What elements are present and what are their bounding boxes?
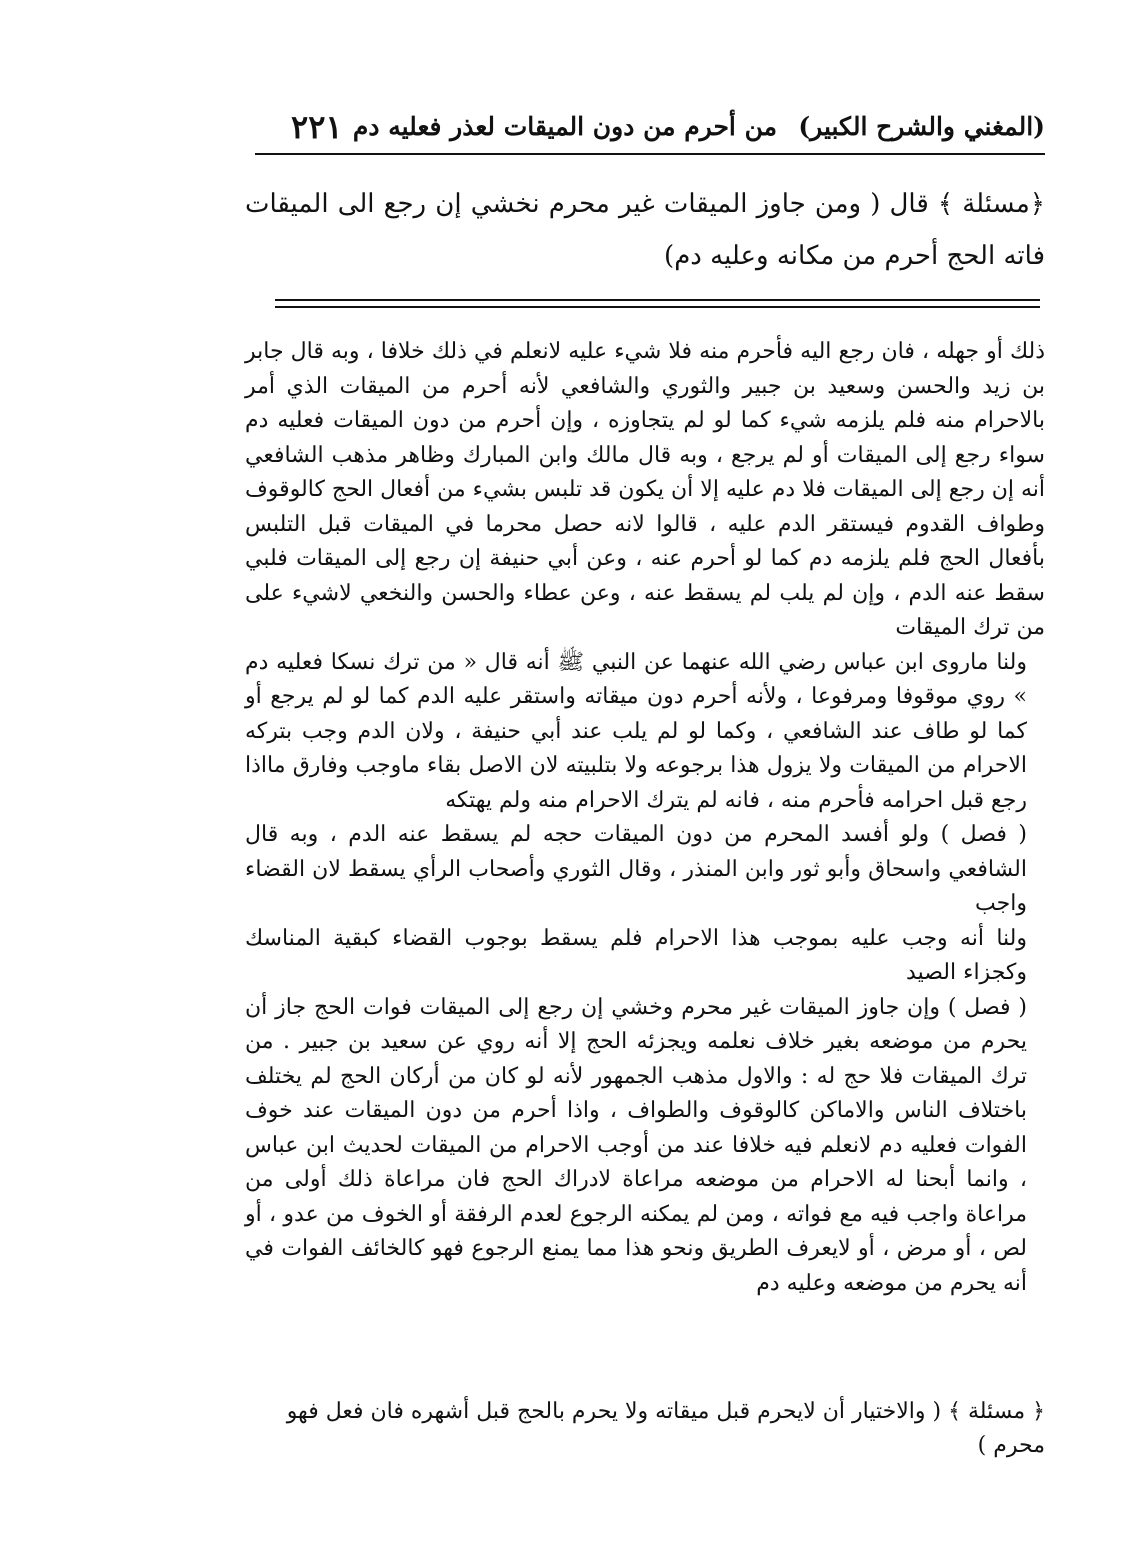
body-text — [245, 335, 1045, 1301]
section-title: من أحرم من دون الميقات لعذر فعليه دم — [352, 112, 777, 141]
page-header — [255, 108, 1045, 152]
paragraph: ولنا أنه وجب عليه بموجب هذا الاحرام فلم يسقط بوجوب القضاء كبقية المناسك وكجزاء الصيد — [245, 925, 1027, 985]
masala-text: ﴿مسئلة ﴾ قال ( ومن جاوز الميقات غير محرم نخشي إن رجع الى الميقات فاته الحج أحرم من مكانه وعليه دم) — [245, 189, 1045, 271]
book-title: (المغني والشرح الكبير) — [798, 112, 1045, 141]
paragraph: ولنا ماروى ابن عباس رضي الله عنهما عن النبي ﷺ أنه قال « من ترك نسكا فعليه دم » روي موقوفا ومرفوعا ، ولأنه أحرم دون ميقاته واستقر عليه الدم كما لو لم يرجع أو كما لو طاف عند الشافعي ، وكما لو لم يلب عند أبي حنيفة ، ولان الدم وجب بتركه الاحرام من الميقات ولا يزول هذا برجوعه ولا بتلبيته لان الاصل بقاء ماوجب وفارق مااذا رجع قبل احرامه فأحرم منه ، فانه لم يترك الاحرام منه ولم يهتكه — [245, 649, 1027, 813]
paragraph: ذلك أو جهله ، فان رجع اليه فأحرم منه فلا شيء عليه لانعلم في ذلك خلافا ، وبه قال جابر بن زيد والحسن وسعيد بن جبير والثوري والشافعي لأنه أحرم من الميقات الذي أمر بالاحرام منه فلم يلزمه شيء كما لو لم يتجاوزه ، وإن أحرم من دون الميقات فعليه دم سواء رجع إلى الميقات أو لم يرجع ، وبه قال مالك وابن المبارك وظاهر مذهب الشافعي أنه إن رجع إلى الميقات فلا دم عليه إلا أن يكون قد تلبس بشيء من أفعال الحج كالوقوف وطواف القدوم فيستقر الدم عليه ، قالوا لانه حصل محرما في الميقات قبل التلبس بأفعال الحج فلم يلزمه دم كما لو أحرم عنه ، وعن أبي حنيفة إن رجع إلى الميقات فلبي سقط عنه الدم ، وإن لم يلب لم يسقط عنه ، وعن عطاء والحسن والنخعي لاشيء على من ترك الميقات — [245, 339, 1045, 640]
paragraph: ( فصل ) وإن جاوز الميقات غير محرم وخشي إن رجع إلى الميقات فوات الحج جاز أن يحرم من موضعه بغير خلاف نعلمه ويجزئه الحج إلا أنه روي عن سعيد بن جبير . من ترك الميقات فلا حج له : والاول مذهب الجمهور لأنه لو كان من أركان الحج لم يختلف باختلاف الناس والاماكن كالوقوف والطواف ، واذا أحرم من دون الميقات عند خوف الفوات فعليه دم لانعلم فيه خلافا عند من أوجب الاحرام من الميقات لحديث ابن عباس ، وانما أبحنا له الاحرام من موضعه مراعاة لادراك الحج فان مراعاة ذلك أولى من مراعاة واجب فيه مع فواته ، ومن لم يمكنه الرجوع لعدم الرفقة أو الخوف من عدو ، أو لص ، أو مرض ، أو لايعرف الطريق ونحو هذا مما يمنع الرجوع فهو كالخائف الفوات في أنه يحرم من موضعه وعليه دم — [245, 994, 1027, 1296]
page-number: ٢٢١ — [291, 108, 343, 146]
header-rule — [255, 153, 1045, 155]
divider-rule-lower — [275, 306, 1040, 308]
footer-masala-text: ﴿ مسئلة ﴾ ( والاختيار أن لايحرم قبل ميقاته ولا يحرم بالحج قبل أشهره فان فعل فهو محرم ) — [286, 1399, 1045, 1458]
paragraph: ( فصل ) ولو أفسد المحرم من دون الميقات حجه لم يسقط عنه الدم ، وبه قال الشافعي واسحاق وأبو ثور وابن المنذر ، وقال الثوري وأصحاب الرأي يسقط لان القضاء واجب — [245, 822, 1027, 916]
divider-rule-upper — [275, 299, 1040, 301]
